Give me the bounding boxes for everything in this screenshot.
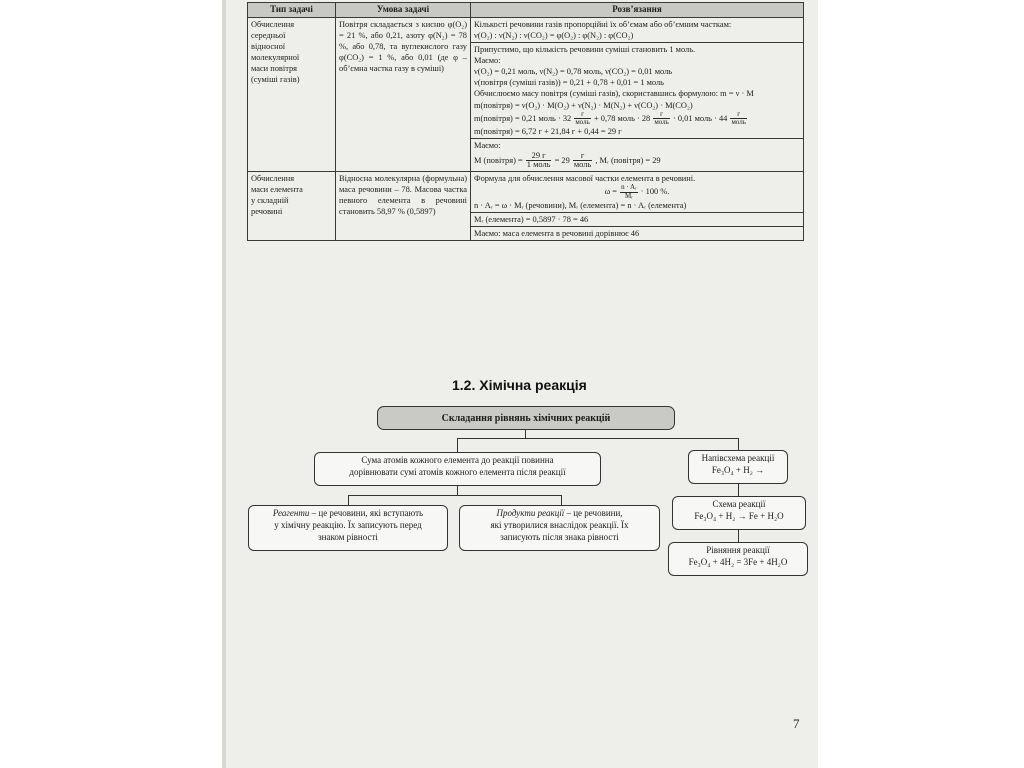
unit-fraction <box>653 111 670 127</box>
equation-part: + 0,78 моль · 28 <box>593 113 651 123</box>
solution-text: Формула для обчислення масової частки елемента в речовині. <box>474 174 696 184</box>
solution-cell: Маємо: маса елемента в речовині дорівнює 46 <box>471 227 804 241</box>
connector-line <box>738 438 739 450</box>
header-task-type: Тип задачі <box>248 3 336 18</box>
task-condition-cell: Відносна молекулярна (формульна) маса речовини – 78. Масова частка певного елемента в речовині становить 58,97 % (0,5897) <box>336 172 471 241</box>
flowchart-main-box: Складання рівнянь хімічних реакцій <box>377 406 675 430</box>
half-scheme-box: Напівсхема реакції Fe₃O₄ + H₂ → <box>688 450 788 484</box>
fraction-denominator: моль <box>654 117 669 126</box>
equation-part: ω = <box>604 186 617 196</box>
solution-cell: Кількості речовини газів пропорційні їх об’ємам або об’ємним часткам: ν(O₂) : ν(N₂) : ν(CO₂) = φ(O₂) : φ(N₂) : φ(CO₂) <box>471 17 804 42</box>
fraction-denominator: моль <box>731 117 746 126</box>
fraction-numerator: 29 г <box>526 152 552 162</box>
header-solution: Розв’язання <box>471 3 804 18</box>
connector-line <box>348 495 349 505</box>
task-condition-cell: Повітря складається з кисню φ(O₂) = 21 %, або 0,21, азоту φ(N₂) = 78 %, або 0,78, та вуглекислого газу φ(CO₂) = 1 %, або 0,01 (де φ – об’ємна частка газу в суміші) <box>336 17 471 171</box>
fraction-numerator: г <box>574 111 591 119</box>
atom-conservation-box: Сума атомів кожного елемента до реакції повинна дорівнювати сумі атомів кожного елемента після реакції <box>314 452 601 486</box>
mass-equation <box>474 111 800 127</box>
connector-line <box>738 530 739 542</box>
equation-part: = 29 <box>554 155 570 165</box>
solutions-table <box>247 2 804 241</box>
table-row <box>248 172 804 213</box>
unit-fraction <box>573 152 592 171</box>
formula-fraction <box>620 184 638 200</box>
fraction-numerator: г <box>730 111 747 119</box>
page-edge-shadow <box>222 0 226 768</box>
connector-line <box>738 484 739 496</box>
solution-cell <box>471 139 804 172</box>
header-task-condition: Умова задачі <box>336 3 471 18</box>
reaction-equation-box: Рівняння реакції Fe₃O₄ + 4H₂ = 3Fe + 4H₂O <box>668 542 808 576</box>
molar-mass-equation <box>474 152 800 171</box>
connector-line <box>457 486 458 495</box>
unit-fraction <box>574 111 591 127</box>
products-box <box>459 505 660 551</box>
equation-part: M (повітря) = <box>474 155 523 165</box>
solution-cell: Mᵣ (елемента) = 0,5897 · 78 = 46 <box>471 213 804 227</box>
equation-part: m(повітря) = 0,21 моль · 32 <box>474 113 572 123</box>
reagents-definition: – це речовини, які вступають у хімічну реакцію. Їх записують перед знаком рівності <box>274 508 424 542</box>
table-row <box>248 17 804 42</box>
table-header-row <box>248 3 804 18</box>
equation-part: · 0,01 моль · 44 <box>672 113 728 123</box>
mass-fraction-formula <box>474 184 800 200</box>
unit-fraction <box>730 111 747 127</box>
connector-line <box>457 438 738 439</box>
solution-text: Маємо: <box>474 141 501 151</box>
fraction-denominator: моль <box>575 117 590 126</box>
connector-line <box>525 430 526 438</box>
mass-fraction <box>526 152 552 171</box>
solution-cell <box>471 43 804 139</box>
reaction-scheme-box: Схема реакції Fe₃O₄ + H₂ → Fe + H₂O <box>672 496 806 530</box>
mass-result: m(повітря) = 6,72 г + 21,84 г + 0,44 = 29 г <box>474 127 622 137</box>
task-type-cell: Обчислення маси елемента у складній речовині <box>248 172 336 241</box>
connector-line <box>348 495 561 496</box>
task-type-cell: Обчислення середньої відносної молекулярної маси повітря (суміші газів) <box>248 17 336 171</box>
reagents-term: Реагенти <box>272 508 310 518</box>
fraction-numerator: n · Aᵣ <box>621 183 637 192</box>
equation-part: · 100 %. <box>640 186 670 196</box>
reagents-box <box>248 505 448 551</box>
fraction-numerator: г <box>653 111 670 119</box>
equation-part: , Mᵣ (повітря) = 29 <box>595 155 661 165</box>
fraction-denominator: моль <box>573 160 592 170</box>
connector-line <box>561 495 562 505</box>
solution-text: n · Aᵣ = ω · Mᵣ (речовини), Mᵣ (елемента) = n · Aᵣ (елемента) <box>474 200 687 210</box>
connector-line <box>457 438 458 452</box>
section-title: 1.2. Хімічна реакція <box>452 377 587 393</box>
products-term: Продукти реакції <box>496 508 565 518</box>
page-number: 7 <box>793 716 800 731</box>
fraction-denominator: 1 моль <box>526 160 551 170</box>
products-definition: – це речовини, які утворилися внаслідок реакції. Їх записують після знака рівності <box>490 508 629 542</box>
fraction-numerator: г <box>573 152 592 162</box>
solution-cell <box>471 172 804 213</box>
solution-text: Припустимо, що кількість речовини суміші становить 1 моль. Маємо: ν(O₂) = 0,21 моль, ν(N₂) = 0,78 моль, ν(CO₂) = 0,01 моль ν(повітря (суміші газів)) = 0,21 + 0,78 + 0,01 = 1 моль Обчислюємо масу повітря (суміші газів), скориставшись формулою: m = ν · M m(повітря) = ν(O₂) · M(O₂) + ν(N₂) · M(N₂) + ν(CO₂) · M(CO₂) <box>474 45 754 110</box>
fraction-denominator: Mᵣ <box>624 191 633 200</box>
